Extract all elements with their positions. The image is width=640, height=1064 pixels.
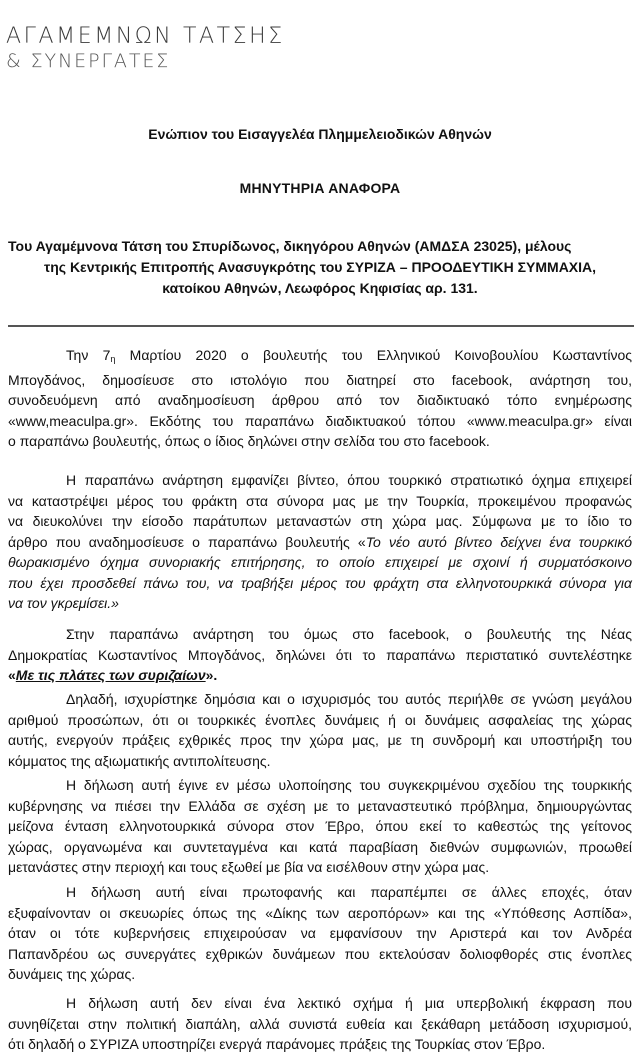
complainant-line: της Κεντρικής Επιτροπής Ανασυγκρότης του ΣΥΡΙΖΑ – ΠΡΟΟΔΕΥΤΙΚΗ ΣΥΜΜΑΧΙΑ, xyxy=(43,259,597,275)
firm-subtitle: & ΣΥΝΕΡΓΑΤΕΣ xyxy=(6,50,171,72)
paragraph-5: Η δήλωση αυτή έγινε εν μέσω υλοποίησης του συγκεκριμένου σχεδίου της τουρκικής κυβέρνησης να πιέσει την Ελλάδα σε σχέση με το μεταναστευτικό πρόβλημα, δημιουργώντας μείζονα ένταση ελληνοτουρκικά σύνορα στον Έβρο, όπου εκεί το καθεστώς της γείτονος χώρας, οργανωμένα και συντεταγμένα και κατά παραβίαση διεθνών συμφωνιών, προωθεί μετανάστες στην περιοχή και τους εξωθεί με βία να εισέλθουν στην χώρα μας. xyxy=(8,777,632,875)
addressee-heading: Ενώπιον του Εισαγγελέα Πλημμελειοδικών Αθηνών xyxy=(148,126,492,142)
complainant-block xyxy=(8,236,632,299)
firm-name: ΑΓΑΜΕΜΝΩΝ ΤΑΤΣΗΣ xyxy=(6,24,285,49)
letterhead-logo xyxy=(6,24,285,72)
paragraph-2: Η παραπάνω ανάρτηση εμφανίζει βίντεο, όπου τουρκικό στρατιωτικό όχημα επιχειρεί να καταστρέψει μέρος του φράκτη στα σύνορα μας με την Τουρκία, προκειμένου προφανώς να διευκολύνει την είσοδο παράτυπων μεταναστών στη χώρα μας. Σύμφωνα με το ίδιο το άρθρο που αναδημοσίευσε ο παραπάνω βουλευτής «Το νέο αυτό βίντεο δείχνει ένα τουρκικό θωρακισμένο όχημα συνοριακής επιτήρησης, το οποίο επιχειρεί με σχοινί ή συρματόσκοινο που έχει προσδεθεί πάνω του, να τραβήξει μέρος του φράχτη στα ελληνοτουρκικά σύνορα για να τον γκρεμίσει.» xyxy=(8,472,632,611)
quoted-article: Το νέο αυτό βίντεο δείχνει ένα τουρκικό xyxy=(365,533,632,550)
complainant-line: κατοίκου Αθηνών, Λεωφόρος Κηφισίας αρ. 131. xyxy=(162,280,478,296)
paragraph-1: Την $7_\eta$ Μαρτίου 2020 ο βουλευτής του Ελληνικού Κοινοβουλίου Κωσταντίνος Μπογδάνος, δημοσίευσε στο ιστολόγιο που διατηρεί στο facebook, ανάρτηση του, συνοδευόμενη από αναδημοσίευση άρθρου από τον διαδικτυακό τόπο ενημέρωσης «www,meaculpa.gr». Εκδότης του παραπάνω διαδικτυακού τόπου «www.meaculpa.gr» είναι ο παραπάνω βουλευτής, όπως ο ίδιος δηλώνει στην σελίδα του στο facebook. xyxy=(8,347,633,449)
paragraph-4: Δηλαδή, ισχυρίστηκε δημόσια και ο ισχυρισμός του αυτός περιήλθε σε γνώση μεγάλου αριθμού προσώπων, ότι οι τουρκικές ένοπλες δυνάμεις ή οι δυνάμεις ασφαλείας της χώρας αυτής, ενεργούν πράξεις εχθρικές προς την χώρα μας, με τη συνδρομή και υποστήριξη του κόμματος της αξιωματικής αντιπολίτευσης. xyxy=(8,691,632,769)
complainant-line: Του Αγαμέμνονα Τάτση του Σπυρίδωνος, δικηγόρου Αθηνών (ΑΜΔΣΑ 23025), μέλους xyxy=(8,238,572,254)
paragraph-3: Στην παραπάνω ανάρτηση του όμως στο facebook, ο βουλευτής της Νέας Δημοκρατίας Κωσταντίνος Μπογδάνος, δηλώνει ότι το παραπάνω περιστατικό συντελέστηκε «Με τις πλάτες των συριζαίων». xyxy=(8,626,632,683)
paragraph-7: Η δήλωση αυτή δεν είναι ένα λεκτικό σχήμα ή μια υπερβολική έκφραση που συνηθίζεται στην πολιτική διαπάλη, αλλά συνιστά ευθεία και ξεκάθαρη μετάδοση ισχυρισμού, ότι δηλαδή ο ΣΥΡΙΖΑ υποστηρίζει ενεργά παράνομες πράξεις της Τουρκίας στον Έβρο. xyxy=(8,995,632,1052)
horizontal-divider xyxy=(8,325,634,327)
quoted-statement: Με τις πλάτες των συριζαίων xyxy=(15,667,206,683)
paragraph-6: Η δήλωση αυτή είναι πρωτοφανής και παραπέμπει σε άλλες εποχές, όταν εξυφαίνονταν οι σκευωρίες όπως της «Δίκης των αεροπόρων» και της «Υπόθεσης Ασπίδα», όταν οι τότε κυβερνήσεις επιχειρούσαν να εμφανίσουν την Αριστερά και τον Ανδρέα Παπανδρέου ως συνεργάτες εχθρικών δυνάμεων που εκτελούσαν δολιοφθορές στις ένοπλες δυνάμεις της χώρας. xyxy=(8,884,632,982)
document-title: ΜΗΝΥΤΗΡΙΑ ΑΝΑΦΟΡΑ xyxy=(239,180,401,196)
